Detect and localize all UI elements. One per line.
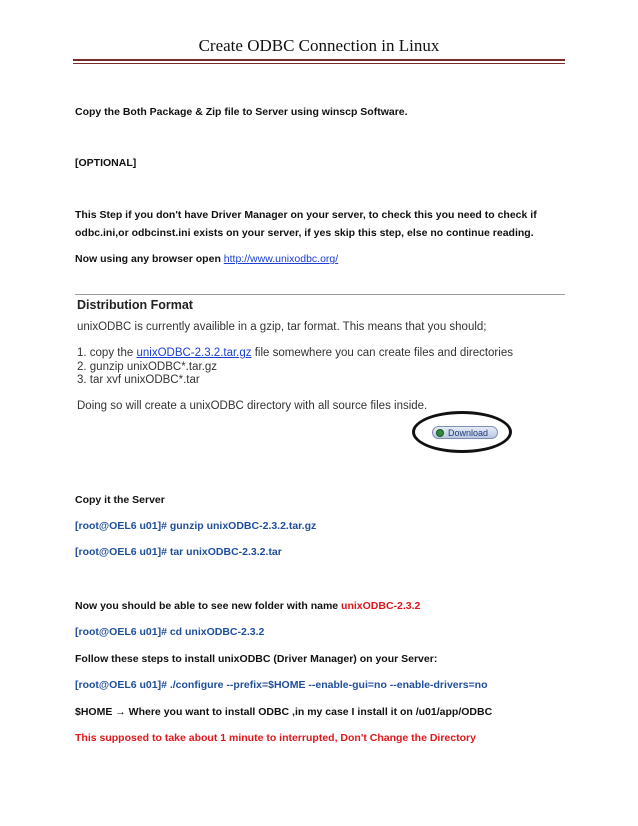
- new-folder-name: unixODBC-2.3.2: [341, 600, 421, 612]
- copy-to-server-label: Copy it the Server: [75, 494, 165, 506]
- optional-label: [OPTIONAL]: [75, 157, 137, 169]
- home-description: Where you want to install ODBC ,in my case I install it on /u01/app/ODBC: [125, 706, 493, 718]
- step-1-prefix: 1. copy the: [77, 347, 137, 359]
- browser-instruction: [75, 253, 338, 265]
- arrow-right-icon: →: [115, 706, 126, 718]
- title-divider-thin: [73, 63, 565, 64]
- driver-manager-line-1: This Step if you don't have Driver Manager on your server, to check this you need to check if: [75, 209, 537, 221]
- screenshot-step-3: 3. tar xvf unixODBC*.tar: [77, 374, 200, 386]
- warning-note: This supposed to take about 1 minute to interrupted, Don't Change the Directory: [75, 732, 476, 744]
- page-title: Create ODBC Connection in Linux: [198, 36, 440, 55]
- new-folder-text: Now you should be able to see new folder with name: [75, 600, 342, 612]
- follow-steps-label: Follow these steps to install unixODBC (Driver Manager) on your Server:: [75, 653, 438, 665]
- download-button-label: Download: [448, 427, 489, 438]
- new-folder-note: [75, 600, 420, 612]
- download-arrow-icon: [436, 429, 444, 437]
- download-button[interactable]: [432, 426, 498, 439]
- screenshot-step-1: [77, 347, 513, 359]
- unixodbc-tarball-link[interactable]: unixODBC-2.3.2.tar.gz: [136, 347, 252, 359]
- screenshot-divider: [75, 294, 565, 295]
- distribution-format-screenshot: [75, 294, 565, 464]
- tar-command: [root@OEL6 u01]# tar unixODBC-2.3.2.tar: [75, 546, 282, 558]
- screenshot-step-2: 2. gunzip unixODBC*.tar.gz: [77, 361, 217, 373]
- home-explanation: [75, 706, 492, 718]
- unixodbc-website-link[interactable]: http://www.unixodbc.org/: [223, 253, 339, 265]
- browser-instruction-text: Now using any browser open: [75, 253, 224, 265]
- configure-command: [root@OEL6 u01]# ./configure --prefix=$HOME --enable-gui=no --enable-drivers=no: [75, 679, 488, 691]
- screenshot-closing: Doing so will create a unixODBC directory with all source files inside.: [77, 400, 428, 412]
- gunzip-command: [root@OEL6 u01]# gunzip unixODBC-2.3.2.tar.gz: [75, 520, 317, 532]
- home-variable: $HOME: [75, 706, 116, 718]
- copy-package-step: Copy the Both Package & Zip file to Server using winscp Software.: [75, 106, 408, 118]
- step-1-suffix: file somewhere you can create files and directories: [251, 347, 513, 359]
- title-divider: [73, 59, 565, 61]
- screenshot-intro: unixODBC is currently availible in a gzip, tar format. This means that you should;: [77, 321, 487, 333]
- screenshot-heading: Distribution Format: [77, 298, 193, 312]
- cd-command: [root@OEL6 u01]# cd unixODBC-2.3.2: [75, 626, 265, 638]
- driver-manager-line-2: odbc.ini,or odbcinst.ini exists on your server, if yes skip this step, else no continue reading.: [75, 227, 534, 239]
